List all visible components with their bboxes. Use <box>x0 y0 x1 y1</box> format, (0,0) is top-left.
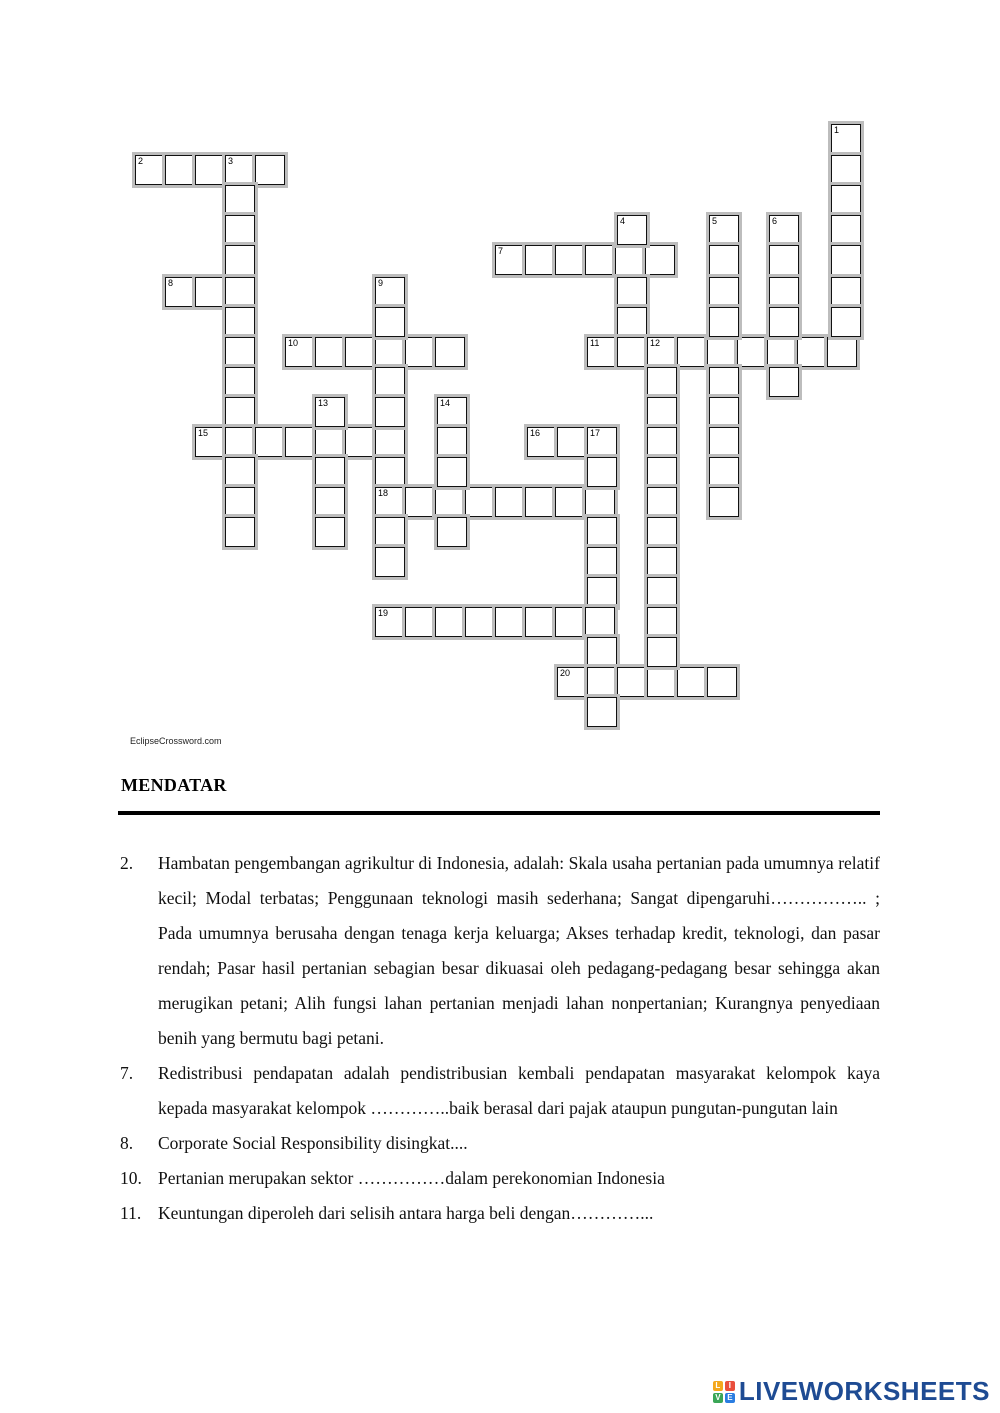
crossword-cell[interactable] <box>769 215 799 245</box>
clue-number-label: 13 <box>318 398 329 408</box>
crossword-cell[interactable] <box>831 307 861 337</box>
crossword-cell[interactable] <box>315 457 345 487</box>
crossword-cell[interactable] <box>769 245 799 275</box>
crossword-cell[interactable] <box>285 427 315 457</box>
crossword-cell[interactable] <box>709 367 739 397</box>
crossword-cell[interactable] <box>405 607 435 637</box>
liveworksheets-logo-icon <box>713 1381 735 1403</box>
crossword-cell[interactable] <box>375 307 405 337</box>
crossword-cell[interactable] <box>647 517 677 547</box>
clue-item <box>118 1161 880 1196</box>
crossword-cell[interactable] <box>225 487 255 517</box>
clue-number: 11. <box>120 1203 142 1223</box>
crossword-cell[interactable] <box>225 517 255 547</box>
crossword-cell[interactable] <box>525 245 555 275</box>
crossword-cell[interactable] <box>647 607 677 637</box>
clue-number-label: 4 <box>620 216 626 226</box>
crossword-cell[interactable] <box>495 607 525 637</box>
logo-letter-tile: V <box>713 1393 723 1403</box>
clue-text: Redistribusi pendapatan adalah pendistribusian kembali pendapatan masyarakat kelompok kaya kepada masyarakat kelompok …………..baik berasal dari pajak ataupun pungutan-pungutan lain <box>158 1063 880 1118</box>
clue-text: Hambatan pengembangan agrikultur di Indonesia, adalah: Skala usaha pertanian pada umumnya relatif kecil; Modal terbatas; Penggunaan teknologi masih sederhana; Sangat dipengaruhi…………….. ; Pada umumnya berusaha dengan tenaga kerja keluarga; Akses terhadap kredit, teknologi, dan pasar rendah; Pasar hasil pertanian sebagian besar dikuasai oleh pedagang-pedagang besar sehingga akan merugikan petani; Alih fungsi lahan pertanian menjadi lahan nonpertanian; Kurangnya penyediaan benih yang bermutu bagi petani. <box>158 853 880 1048</box>
crossword-cell[interactable] <box>827 337 857 367</box>
clue-number-label: 17 <box>590 428 601 438</box>
crossword-cell[interactable] <box>647 547 677 577</box>
clue-number-label: 3 <box>228 156 234 166</box>
crossword-cell[interactable] <box>405 487 435 517</box>
crossword-cell[interactable] <box>375 457 405 487</box>
crossword-cell[interactable] <box>495 487 525 517</box>
clue-number-label: 19 <box>378 608 389 618</box>
clue-number-label: 12 <box>650 338 661 348</box>
clue-number: 8. <box>120 1133 134 1153</box>
crossword-cell[interactable] <box>587 637 617 667</box>
clue-item <box>118 1056 880 1126</box>
crossword-cell[interactable] <box>225 427 255 457</box>
crossword-cell[interactable] <box>225 245 255 275</box>
crossword-credit: EclipseCrossword.com <box>130 736 222 746</box>
crossword-cell[interactable] <box>587 577 617 607</box>
crossword-cell[interactable] <box>767 337 797 367</box>
clue-number-label: 6 <box>772 216 778 226</box>
clue-text: Keuntungan diperoleh dari selisih antara harga beli dengan…………... <box>158 1203 654 1223</box>
clue-item <box>118 846 880 1056</box>
crossword-cell[interactable] <box>647 667 677 697</box>
crossword-cell[interactable] <box>709 487 739 517</box>
crossword-cell[interactable] <box>375 397 405 427</box>
crossword-cell[interactable] <box>435 337 465 367</box>
crossword-cell[interactable] <box>677 337 707 367</box>
clue-number-label: 16 <box>530 428 541 438</box>
crossword-cell[interactable] <box>405 337 435 367</box>
crossword-cell[interactable] <box>375 517 405 547</box>
crossword-cell[interactable] <box>617 215 647 245</box>
crossword-cell[interactable] <box>495 245 525 275</box>
crossword-cell[interactable] <box>435 607 465 637</box>
heading-divider <box>118 811 880 815</box>
clue-number: 7. <box>120 1063 134 1083</box>
crossword-cell[interactable] <box>437 517 467 547</box>
clue-number-label: 20 <box>560 668 571 678</box>
crossword-cell[interactable] <box>769 277 799 307</box>
clue-number-label: 2 <box>138 156 144 166</box>
clue-number-label: 15 <box>198 428 209 438</box>
crossword-cell[interactable] <box>617 307 647 337</box>
crossword-cell[interactable] <box>617 337 647 367</box>
crossword-cell[interactable] <box>345 337 375 367</box>
crossword-cell[interactable] <box>737 337 767 367</box>
brand-name: LIVEWORKSHEETS <box>738 1376 990 1406</box>
crossword-cell[interactable] <box>647 367 677 397</box>
crossword-cell[interactable] <box>225 155 255 185</box>
crossword-cell[interactable] <box>769 307 799 337</box>
crossword-cell[interactable] <box>709 215 739 245</box>
clue-number-label: 18 <box>378 488 389 498</box>
crossword-cell[interactable] <box>557 667 587 697</box>
crossword-cell[interactable] <box>195 277 225 307</box>
crossword-cell[interactable] <box>587 337 617 367</box>
crossword-cell[interactable] <box>195 155 225 185</box>
clue-list <box>118 846 880 1231</box>
crossword-cell[interactable] <box>647 637 677 667</box>
crossword-cell[interactable] <box>585 245 615 275</box>
clue-number-label: 7 <box>498 246 504 256</box>
logo-letter-tile: I <box>725 1381 735 1391</box>
crossword-cell[interactable] <box>707 667 737 697</box>
crossword-cell[interactable] <box>525 607 555 637</box>
crossword-cell[interactable] <box>225 307 255 337</box>
crossword-cell[interactable] <box>587 457 617 487</box>
crossword-cell[interactable] <box>225 337 255 367</box>
crossword-cell[interactable] <box>831 155 861 185</box>
crossword-cell[interactable] <box>527 427 557 457</box>
crossword-cell[interactable] <box>437 427 467 457</box>
crossword-cell[interactable] <box>225 367 255 397</box>
crossword-cell[interactable] <box>375 337 405 367</box>
crossword-cell[interactable] <box>255 427 285 457</box>
logo-letter-tile: L <box>713 1381 723 1391</box>
brand-logo <box>713 1376 990 1407</box>
clue-number-label: 14 <box>440 398 451 408</box>
crossword-cell[interactable] <box>709 397 739 427</box>
crossword-cell[interactable] <box>557 427 587 457</box>
crossword-cell[interactable] <box>255 155 285 185</box>
crossword-cell[interactable] <box>831 245 861 275</box>
crossword-cell[interactable] <box>437 457 467 487</box>
crossword-cell[interactable] <box>375 487 405 517</box>
crossword-cell[interactable] <box>615 245 645 275</box>
crossword-cell[interactable] <box>647 577 677 607</box>
crossword-cell[interactable] <box>315 397 345 427</box>
crossword-cell[interactable] <box>709 457 739 487</box>
crossword-cell[interactable] <box>555 607 585 637</box>
crossword-cell[interactable] <box>315 337 345 367</box>
crossword-cell[interactable] <box>165 155 195 185</box>
clue-number-label: 1 <box>834 125 840 135</box>
clue-number-label: 10 <box>288 338 299 348</box>
crossword-cell[interactable] <box>195 427 225 457</box>
clue-number-label: 11 <box>590 338 600 348</box>
section-heading: MENDATAR <box>121 775 227 795</box>
crossword-cell[interactable] <box>587 667 617 697</box>
crossword-cell[interactable] <box>375 277 405 307</box>
crossword-cell[interactable] <box>797 337 827 367</box>
crossword-cell[interactable] <box>709 277 739 307</box>
crossword-cell[interactable] <box>769 367 799 397</box>
crossword-cell[interactable] <box>647 457 677 487</box>
crossword-cell[interactable] <box>225 185 255 215</box>
crossword-cell[interactable] <box>437 397 467 427</box>
clue-number: 2. <box>120 853 134 873</box>
crossword-cell[interactable] <box>647 427 677 457</box>
crossword-cell[interactable] <box>225 277 255 307</box>
crossword-cell[interactable] <box>617 277 647 307</box>
crossword-cell[interactable] <box>375 367 405 397</box>
crossword-cell[interactable] <box>677 667 707 697</box>
crossword-cell[interactable] <box>345 427 375 457</box>
crossword-cell[interactable] <box>647 337 677 367</box>
crossword-cell[interactable] <box>135 155 165 185</box>
crossword-cell[interactable] <box>585 607 615 637</box>
crossword-cell[interactable] <box>709 427 739 457</box>
crossword-cell[interactable] <box>831 277 861 307</box>
crossword-cell[interactable] <box>465 607 495 637</box>
clue-item <box>118 1196 880 1231</box>
crossword-cell[interactable] <box>587 697 617 727</box>
crossword-cell[interactable] <box>465 487 495 517</box>
crossword-cell[interactable] <box>647 397 677 427</box>
crossword-cell[interactable] <box>647 487 677 517</box>
crossword-cell[interactable] <box>375 427 405 457</box>
crossword-cell[interactable] <box>225 397 255 427</box>
clue-text: Corporate Social Responsibility disingkat.... <box>158 1133 468 1153</box>
crossword-cell[interactable] <box>587 547 617 577</box>
crossword-cell[interactable] <box>709 307 739 337</box>
crossword-cell[interactable] <box>555 487 585 517</box>
crossword-cell[interactable] <box>617 667 647 697</box>
crossword-cell[interactable] <box>585 487 615 517</box>
crossword-cell[interactable] <box>375 547 405 577</box>
crossword-cell[interactable] <box>225 457 255 487</box>
crossword-cell[interactable] <box>709 245 739 275</box>
crossword-cell[interactable] <box>315 427 345 457</box>
crossword-cell[interactable] <box>285 337 315 367</box>
crossword-cell[interactable] <box>225 215 255 245</box>
crossword-cell[interactable] <box>587 517 617 547</box>
clue-number-label: 5 <box>712 216 718 226</box>
crossword-cell[interactable] <box>525 487 555 517</box>
crossword-cell[interactable] <box>435 487 465 517</box>
clue-number-label: 9 <box>378 278 384 288</box>
logo-letter-tile: E <box>725 1393 735 1403</box>
clue-text: Pertanian merupakan sektor ……………dalam perekonomian Indonesia <box>158 1168 665 1188</box>
crossword-cell[interactable] <box>165 277 195 307</box>
clue-number-label: 8 <box>168 278 174 288</box>
crossword-cell[interactable] <box>831 185 861 215</box>
crossword-cell[interactable] <box>375 607 405 637</box>
crossword-cell[interactable] <box>707 337 737 367</box>
crossword-cell[interactable] <box>645 245 675 275</box>
clue-number: 10. <box>120 1168 142 1188</box>
crossword-cell[interactable] <box>315 517 345 547</box>
crossword-cell[interactable] <box>315 487 345 517</box>
crossword-cell[interactable] <box>831 215 861 245</box>
crossword-cell[interactable] <box>555 245 585 275</box>
crossword-cell[interactable] <box>831 124 861 154</box>
crossword-cell[interactable] <box>587 427 617 457</box>
clue-item <box>118 1126 880 1161</box>
